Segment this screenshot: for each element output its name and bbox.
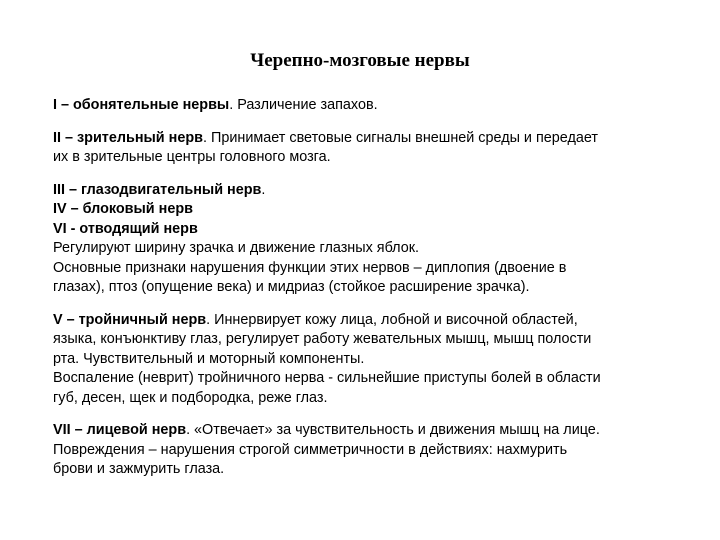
text-run: . [261,181,266,198]
nerve-heading: III – глазодвигательный нерв [53,181,262,198]
text-line: рта. Чувствительный и моторный компоненты. [53,350,365,367]
text-line: их в зрительные центры головного мозга. [53,149,331,165]
paragraph-facial [53,421,678,480]
text-run: . Различение запахов. [229,97,378,113]
text-line [53,181,678,201]
text-run: . Иннервирует кожу лица, лобной и височной областей, [206,311,578,328]
nerve-heading: I – обонятельные нервы [53,97,230,113]
text-line: Повреждения – нарушения строгой симметричности в действиях: нахмурить [53,441,568,458]
text-line: Основные признаки нарушения функции этих нервов – диплопия (двоение в [53,259,567,276]
page-title: Черепно-мозговые нервы [250,50,470,71]
text-line: Регулируют ширину зрачка и движение глазных яблок. [53,240,420,256]
paragraph-trigeminal [53,311,678,409]
paragraph-oculomotor [53,181,678,298]
text-line [53,96,678,116]
text-line [53,421,678,441]
nerve-heading: VII – лицевой нерв [53,422,187,438]
nerve-heading: II – зрительный нерв [53,129,203,146]
nerve-heading: IV – блоковый нерв [53,201,193,217]
text-line [53,129,678,149]
text-line: брови и зажмурить глаза. [53,461,225,477]
text-line: губ, десен, щек и подбородка, реже глаз. [53,389,328,406]
paragraph-olfactory [53,96,678,116]
text-line [53,200,678,220]
text-line: глазах), птоз (опущение века) и мидриаз (стойкое расширение зрачка). [53,279,530,295]
text-line: языка, конъюнктиву глаз, регулирует работу жевательных мышц, мышц полости [53,331,592,347]
text-run: . «Отвечает» за чувствительность и движения мышц на лице. [186,422,600,438]
content [53,96,678,493]
nerve-heading: V – тройничный нерв [53,311,207,328]
text-line: Воспаление (неврит) тройничного нерва - сильнейшие приступы болей в области [53,370,601,386]
text-line [53,311,678,331]
text-line [53,220,678,240]
text-run: . Принимает световые сигналы внешней среды и передает [203,129,598,146]
nerve-heading: VI - отводящий нерв [53,220,198,237]
paragraph-optic [53,129,678,168]
